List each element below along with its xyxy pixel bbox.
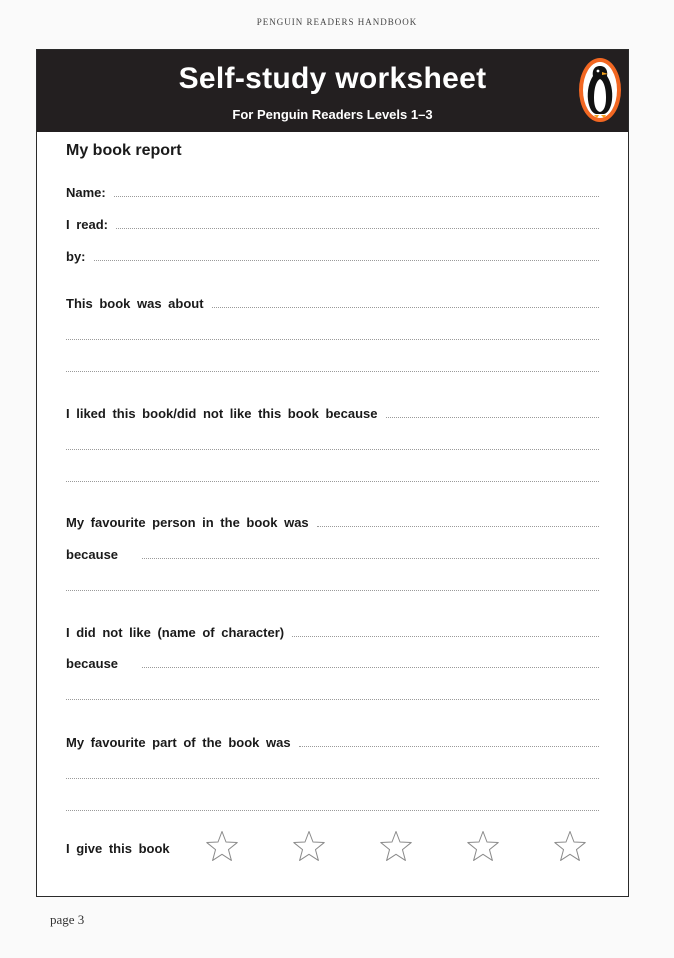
not-like-label: I did not like (name of character) — [66, 625, 285, 640]
star-outline-icon[interactable] — [553, 830, 587, 864]
because-extra-row — [66, 687, 599, 703]
star-outline-icon[interactable] — [205, 830, 239, 864]
blank-line[interactable] — [66, 777, 599, 779]
about-extra-row — [66, 359, 599, 375]
name-line[interactable] — [114, 195, 599, 197]
star-outline-icon[interactable] — [292, 830, 326, 864]
read-line[interactable] — [116, 227, 599, 229]
favourite-part-row — [66, 734, 599, 750]
liked-row — [66, 405, 599, 421]
blank-line[interactable] — [66, 698, 599, 700]
read-label: I read: — [66, 217, 109, 232]
blank-line[interactable] — [66, 370, 599, 372]
by-line[interactable] — [94, 259, 600, 261]
name-label: Name: — [66, 185, 106, 200]
because-row — [66, 546, 599, 562]
favourite-part-line[interactable] — [299, 745, 599, 747]
page-number: page 3 — [50, 912, 85, 927]
worksheet-title: Self-study worksheet — [178, 62, 487, 95]
blank-line[interactable] — [66, 809, 599, 811]
because-line[interactable] — [142, 666, 599, 668]
section-title: My book report — [66, 142, 182, 159]
because-extra-row — [66, 578, 599, 594]
favourite-part-extra-row — [66, 798, 599, 814]
favourite-part-label: My favourite part of the book was — [66, 735, 291, 750]
about-extra-row — [66, 327, 599, 343]
favourite-person-label: My favourite person in the book was — [66, 515, 309, 530]
by-label: by: — [66, 249, 86, 264]
read-row — [66, 216, 599, 232]
favourite-person-line[interactable] — [317, 525, 599, 527]
banner — [37, 50, 628, 132]
favourite-person-row — [66, 514, 599, 530]
star-outline-icon[interactable] — [466, 830, 500, 864]
blank-line[interactable] — [66, 338, 599, 340]
not-like-row — [66, 624, 599, 640]
not-like-line[interactable] — [292, 635, 599, 637]
penguin-logo-icon — [578, 57, 622, 123]
because-label: because — [66, 656, 119, 671]
liked-extra-row — [66, 437, 599, 453]
favourite-part-extra-row — [66, 766, 599, 782]
name-row — [66, 184, 599, 200]
worksheet — [36, 49, 629, 897]
blank-line[interactable] — [66, 448, 599, 450]
give-label: I give this book — [66, 841, 170, 856]
rating-row — [66, 828, 599, 868]
blank-line[interactable] — [66, 589, 599, 591]
about-label: This book was about — [66, 296, 204, 311]
by-row — [66, 248, 599, 264]
liked-label: I liked this book/did not like this book because — [66, 406, 378, 421]
worksheet-subtitle: For Penguin Readers Levels 1–3 — [232, 107, 433, 122]
running-head: PENGUIN READERS HANDBOOK — [256, 17, 418, 27]
blank-line[interactable] — [66, 480, 599, 482]
because-line[interactable] — [142, 557, 599, 559]
about-row — [66, 295, 599, 311]
because-label: because — [66, 547, 119, 562]
about-line[interactable] — [212, 306, 599, 308]
star-outline-icon[interactable] — [379, 830, 413, 864]
because-row — [66, 655, 599, 671]
liked-extra-row — [66, 469, 599, 485]
liked-line[interactable] — [386, 416, 600, 418]
